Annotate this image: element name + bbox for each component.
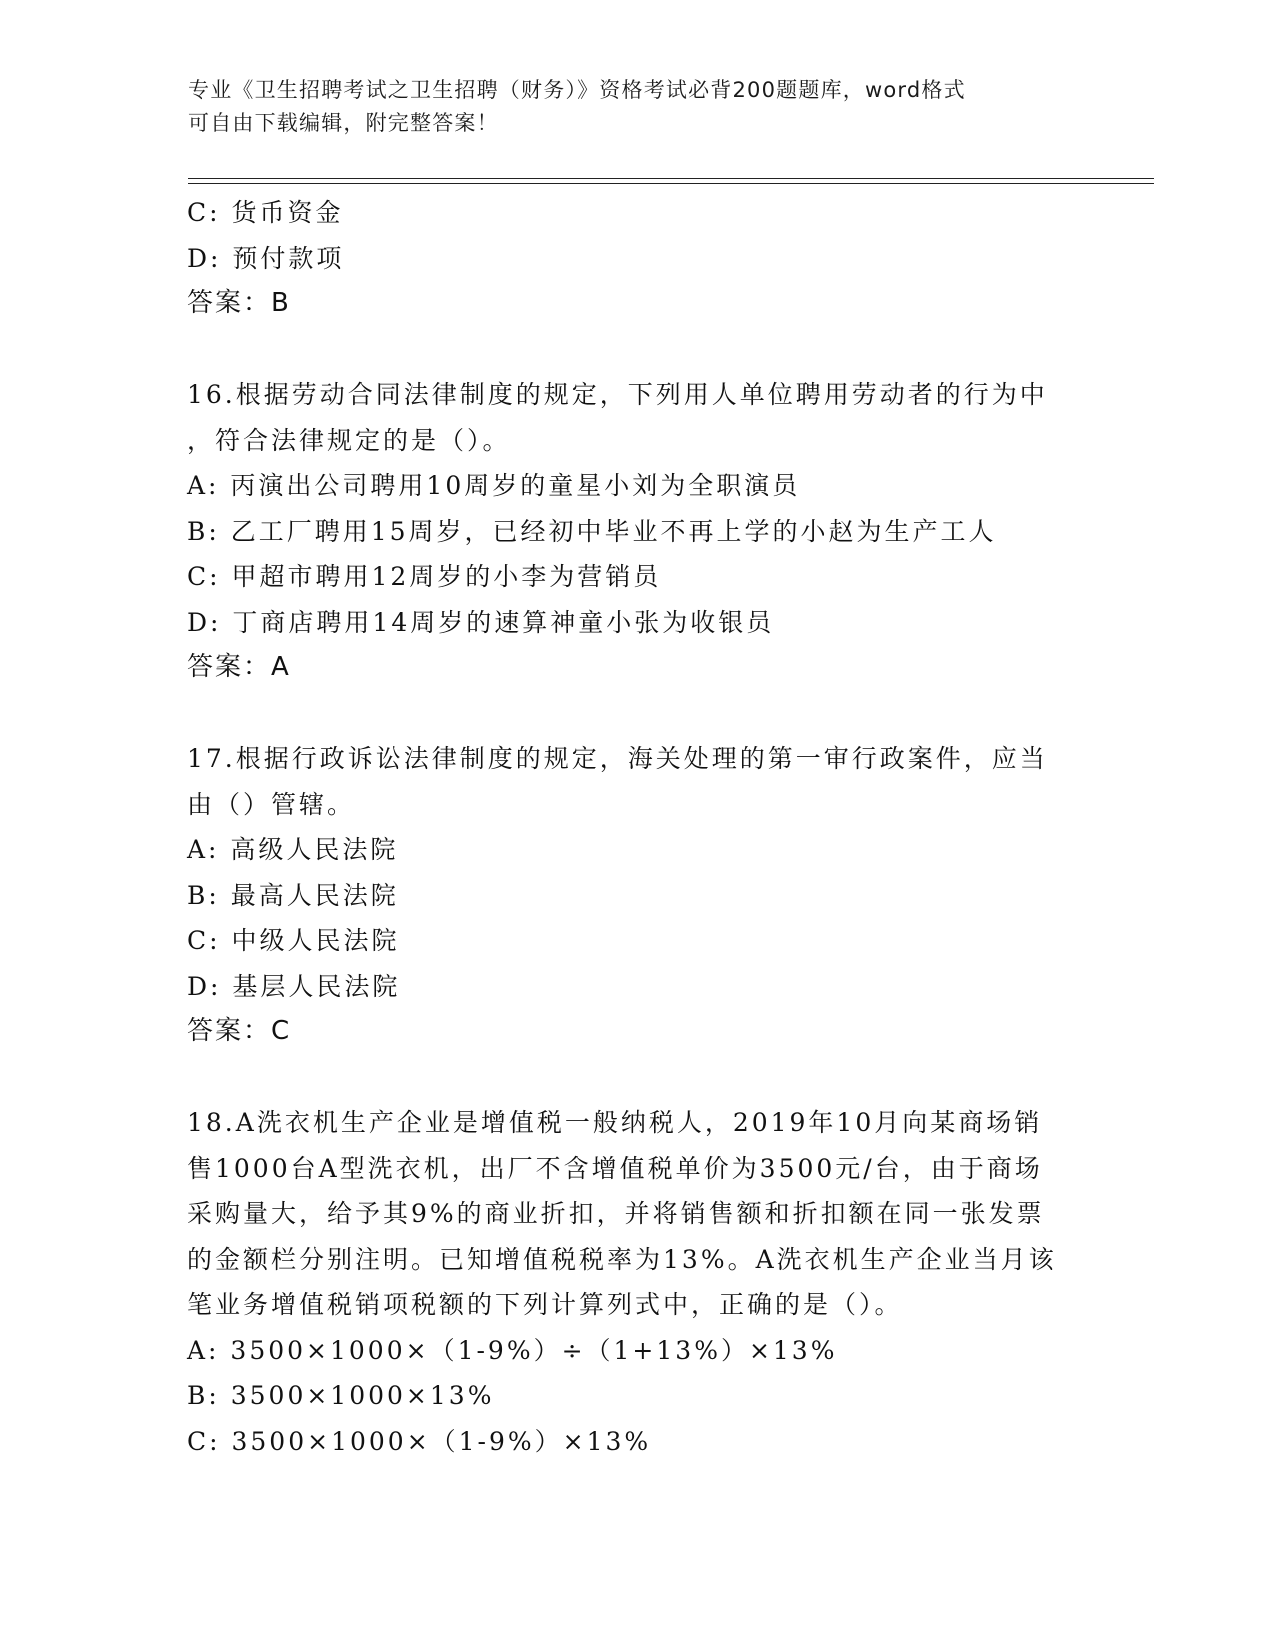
question-text-line: ，符合法律规定的是（）。 (187, 425, 511, 455)
question-text-line: 的金额栏分别注明。已知增值税税率为13%。A洗衣机生产企业当月该 (187, 1244, 1057, 1274)
option-a: A: 丙演出公司聘用10周岁的童星小刘为全职演员 (187, 471, 801, 500)
option-c: C: 中级人民法院 (187, 926, 400, 955)
option-c: C: 货币资金 (187, 198, 344, 227)
answer: 答案：A (187, 652, 291, 682)
header-line-1: 专业《卫生招聘考试之卫生招聘（财务）》资格考试必背200题题库，word格式 (188, 78, 966, 102)
option-b: B: 3500×1000×13% (187, 1381, 495, 1410)
answer: 答案：B (187, 288, 291, 318)
option-b: B: 乙工厂聘用15周岁，已经初中毕业不再上学的小赵为生产工人 (187, 516, 997, 546)
option-d: D: 丁商店聘用14周岁的速算神童小张为收银员 (187, 607, 775, 637)
header-rule-bottom (188, 183, 1154, 184)
option-d: D: 预付款项 (187, 243, 345, 273)
spacer (187, 1055, 1087, 1101)
option-c: C: 3500×1000×（1-9%）×13% (187, 1426, 652, 1456)
question-text-line: 16.根据劳动合同法律制度的规定，下列用人单位聘用劳动者的行为中 (187, 380, 1048, 409)
question-text-line: 采购量大，给予其9%的商业折扣，并将销售额和折扣额在同一张发票 (187, 1199, 1045, 1228)
question-text-line: 笔业务增值税销项税额的下列计算列式中，正确的是（）。 (187, 1290, 903, 1319)
option-c: C: 甲超市聘用12周岁的小李为营销员 (187, 562, 662, 591)
question-text-line: 售1000台A型洗衣机，出厂不含增值税单价为3500元/台，由于商场 (187, 1153, 1043, 1183)
question-text-line: 由（）管辖。 (187, 789, 356, 819)
question-18 (187, 1100, 1087, 1464)
prev-question-tail (187, 190, 1087, 327)
header-rule-top (188, 178, 1154, 179)
option-a: A: 3500×1000×（1-9%）÷（1+13%）×13% (187, 1335, 838, 1365)
question-text-line: 17.根据行政诉讼法律制度的规定，海关处理的第一审行政案件，应当 (187, 744, 1048, 773)
answer: 答案：C (187, 1016, 292, 1046)
spacer (187, 691, 1087, 737)
question-text-line: 18.A洗衣机生产企业是增值税一般纳税人，2019年10月向某商场销 (187, 1108, 1043, 1137)
page-header (188, 74, 1068, 140)
question-16 (187, 372, 1087, 691)
header-line-2: 可自由下载编辑，附完整答案！ (188, 111, 499, 135)
option-b: B: 最高人民法院 (187, 880, 399, 910)
option-d: D: 基层人民法院 (187, 971, 401, 1001)
question-17 (187, 736, 1087, 1055)
option-a: A: 高级人民法院 (187, 835, 399, 864)
spacer (187, 327, 1087, 373)
question-content (187, 190, 1087, 1464)
